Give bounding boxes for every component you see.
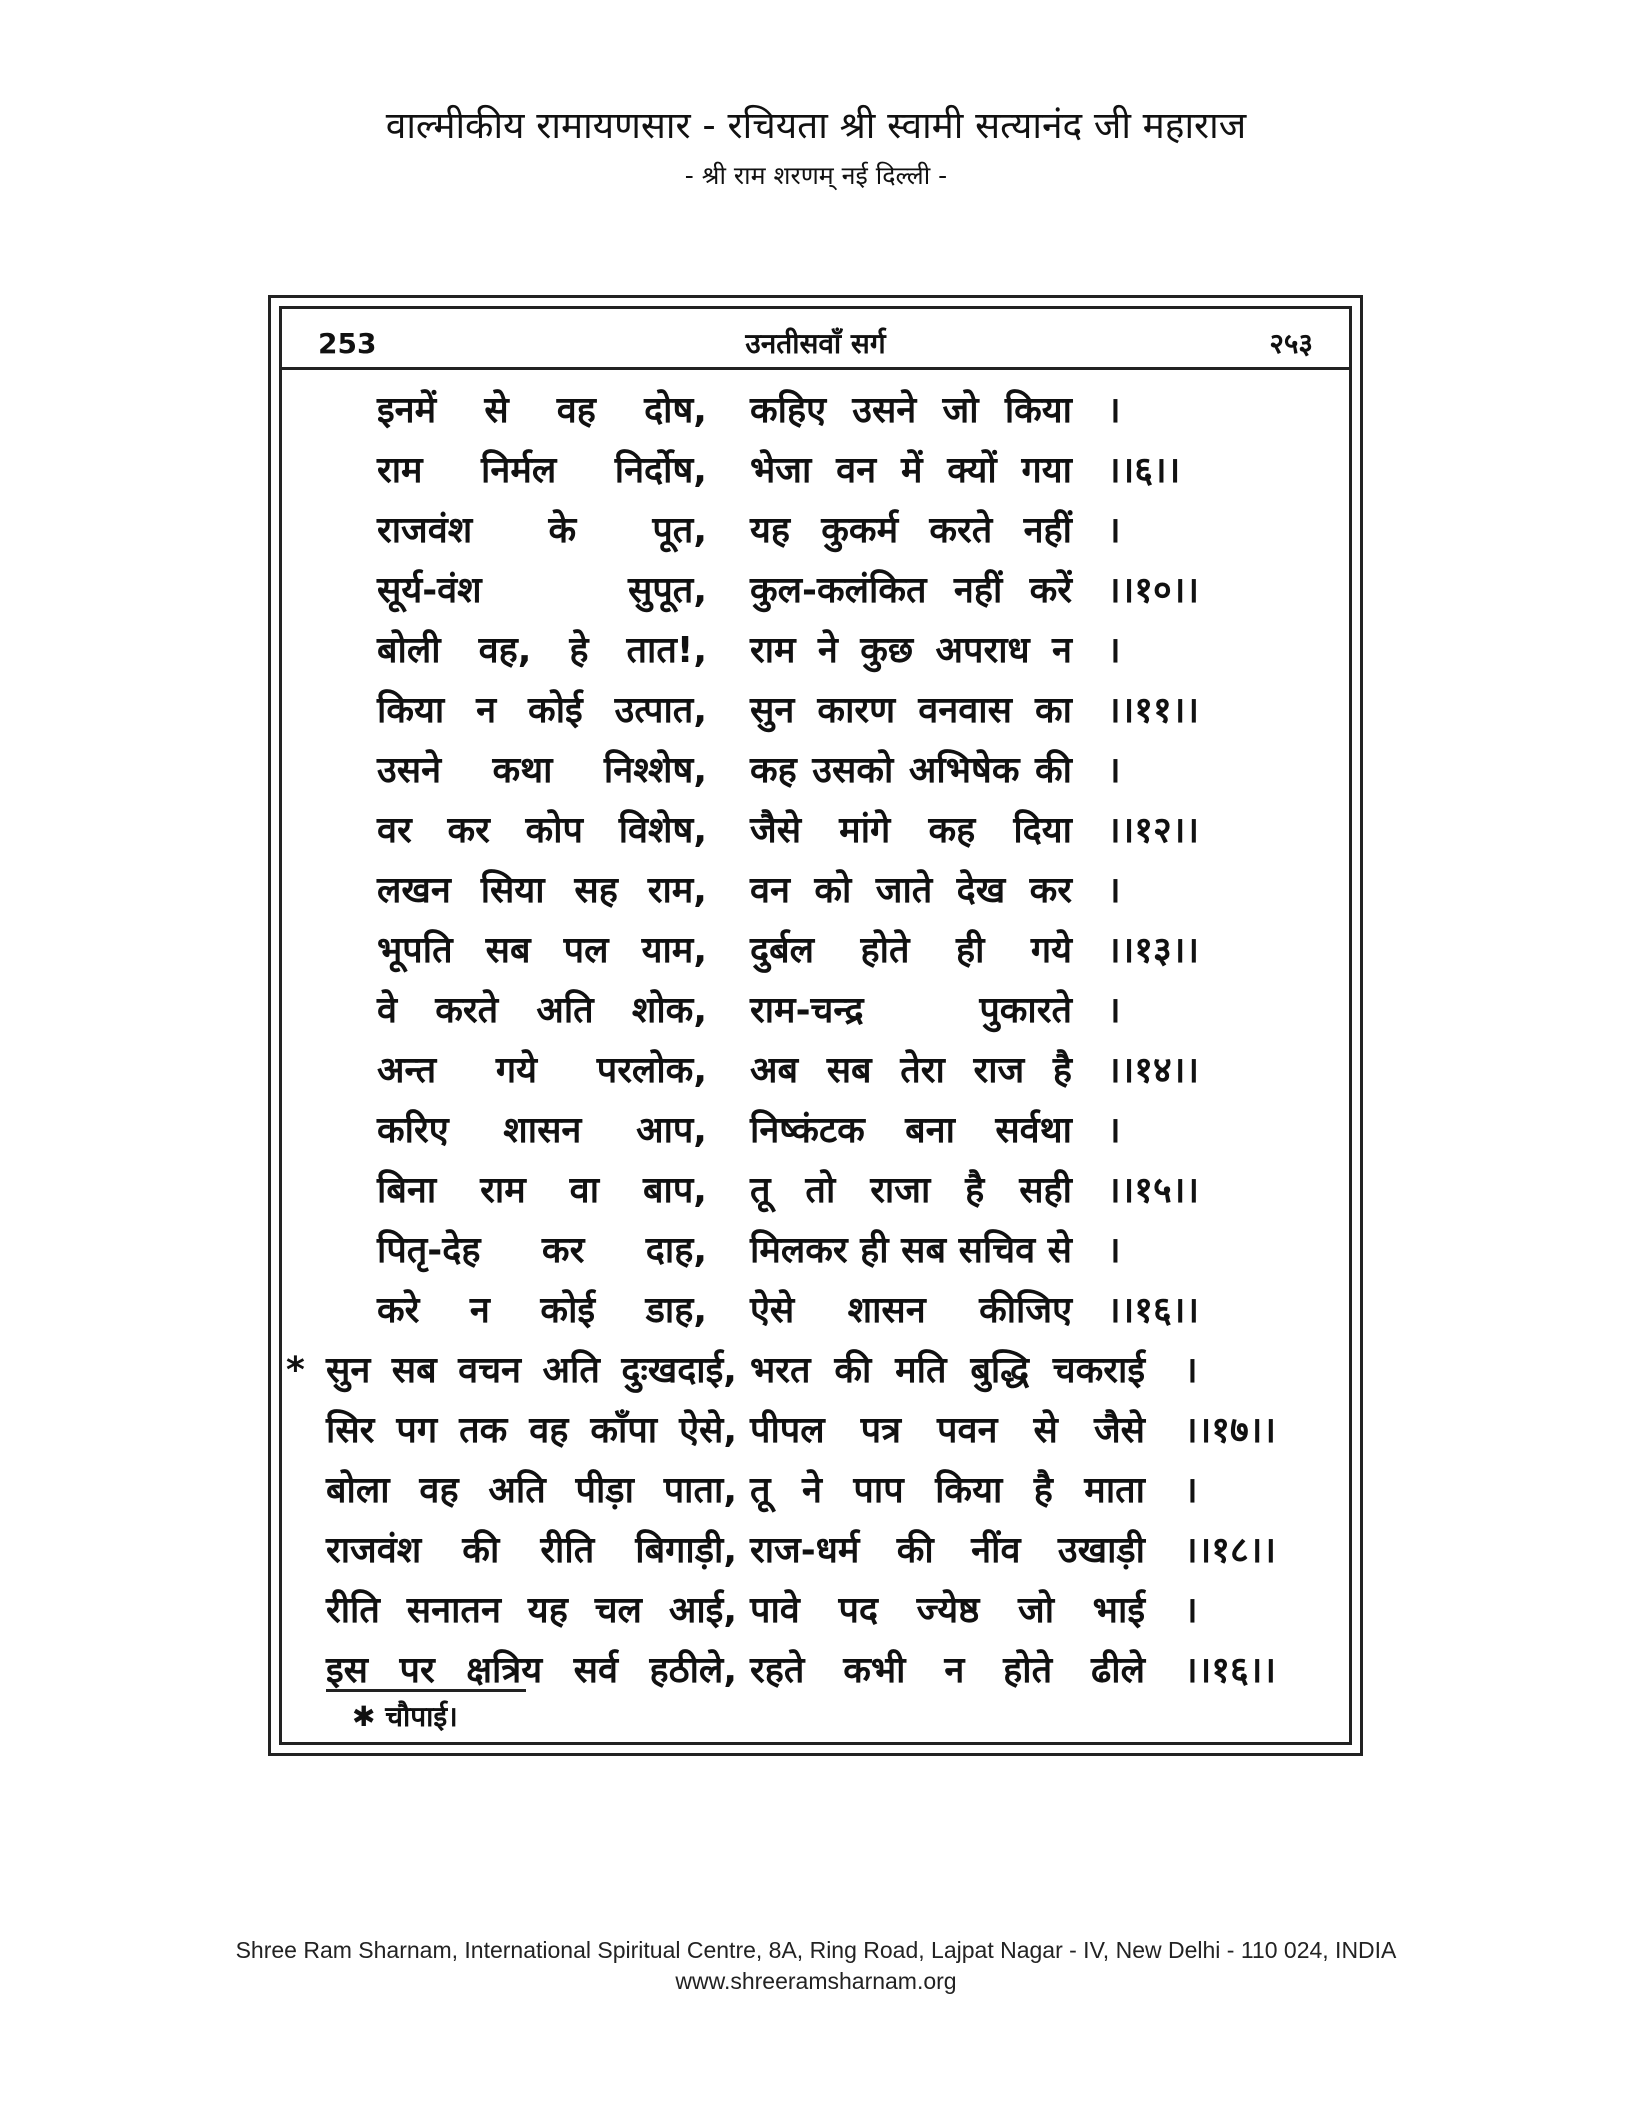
verse-line: [282, 501, 1349, 561]
verse-half: भरत की मति बुद्धि चकराई: [750, 1350, 1145, 1391]
page-footer: [0, 1935, 1632, 1997]
verse-half: राम निर्मल निर्दोष,: [377, 450, 707, 491]
verse-line: [282, 1641, 1349, 1701]
verse-number: ।: [1107, 750, 1121, 791]
verse-line: [282, 1041, 1349, 1101]
verse-half: बोली वह, हे तात!,: [377, 630, 707, 671]
verse-half: राज-धर्म की नींव उखाड़ी: [750, 1530, 1145, 1571]
verse-half: सूर्य-वंश सुपूत,: [377, 570, 707, 611]
verse-half: सुन कारण वनवास का: [750, 690, 1072, 731]
verse-half: दुर्बल होते ही गये: [750, 930, 1072, 971]
verse-number: ।।६।।: [1107, 450, 1181, 491]
verse-half: कह उसको अभिषेक की: [750, 750, 1072, 791]
verse-half: राम-चन्द्र पुकारते: [750, 990, 1072, 1031]
verse-line: [282, 1161, 1349, 1221]
page-number-devanagari: २५३: [1269, 327, 1313, 360]
verse-number: ।: [1107, 990, 1121, 1031]
verse-half: वर कर कोप विशेष,: [377, 810, 707, 851]
verse-number: ।।१६।।: [1107, 1290, 1200, 1331]
chapter-title: उनतीसवाँ सर्ग: [745, 327, 886, 360]
verse-half: राजवंश की रीति बिगाड़ी,: [326, 1530, 737, 1571]
verse-number: ।।१३।।: [1107, 930, 1200, 971]
verse-number: ।: [1107, 510, 1121, 551]
verse-number: ।: [1107, 390, 1121, 431]
verse-number: ।: [1107, 1230, 1121, 1271]
verse-line: [282, 1581, 1349, 1641]
verse-line: [282, 801, 1349, 861]
verse-half: मिलकर ही सब सचिव से: [750, 1230, 1072, 1271]
verse-line: [282, 561, 1349, 621]
verse-number: ।।१६।।: [1184, 1650, 1277, 1691]
verse-half: वन को जाते देख कर: [750, 870, 1072, 911]
verse-half: करे न कोई डाह,: [377, 1290, 707, 1331]
verse-half: यह कुकर्म करते नहीं: [750, 510, 1072, 551]
verse-half: बोला वह अति पीड़ा पाता,: [326, 1470, 737, 1511]
verse-block: [282, 381, 1349, 1701]
verse-number: ।।१४।।: [1107, 1050, 1200, 1091]
verse-number: ।।१५।।: [1107, 1170, 1200, 1211]
verse-line: [282, 1101, 1349, 1161]
verse-number: ।: [1107, 870, 1121, 911]
verse-half: अन्त गये परलोक,: [377, 1050, 707, 1091]
verse-half: सुन सब वचन अति दुःखदाई,: [326, 1350, 737, 1391]
footer-address: Shree Ram Sharnam, International Spiritual Centre, 8A, Ring Road, Lajpat Nagar - IV, New Delhi - 110 024, INDIA: [235, 1937, 1397, 1963]
verse-half: अब सब तेरा राज है: [750, 1050, 1072, 1091]
verse-line: [282, 621, 1349, 681]
verse-number: ।।१२।।: [1107, 810, 1200, 851]
verse-half: सिर पग तक वह काँपा ऐसे,: [326, 1410, 737, 1451]
verse-line: [282, 1401, 1349, 1461]
verse-half: पावे पद ज्येष्ठ जो भाई: [750, 1590, 1145, 1631]
verse-number: ।।१७।।: [1184, 1410, 1277, 1451]
verse-half: रीति सनातन यह चल आई,: [326, 1590, 737, 1631]
verse-number: ।।११।।: [1107, 690, 1200, 731]
verse-line: [282, 1461, 1349, 1521]
verse-line: [282, 681, 1349, 741]
verse-half: बिना राम वा बाप,: [377, 1170, 707, 1211]
footnote: ✱ चौपाई।: [352, 1700, 458, 1733]
verse-line: [282, 981, 1349, 1041]
verse-line: [282, 921, 1349, 981]
verse-half: पितृ-देह कर दाह,: [377, 1230, 707, 1271]
header-title: वाल्मीकीय रामायणसार - रचियता श्री स्वामी सत्यानंद जी महाराज: [385, 104, 1247, 147]
verse-half: तू तो राजा है सही: [750, 1170, 1072, 1211]
page-header: [0, 100, 1632, 196]
verse-half: तू ने पाप किया है माता: [750, 1470, 1145, 1511]
verse-number: ।: [1184, 1470, 1198, 1511]
page-number-latin: 253: [318, 327, 377, 360]
verse-half: पीपल पत्र पवन से जैसे: [750, 1410, 1145, 1451]
verse-number: ।।१०।।: [1107, 570, 1200, 611]
verse-half: किया न कोई उत्पात,: [377, 690, 707, 731]
verse-half: कुल-कलंकित नहीं करें: [750, 570, 1072, 611]
verse-line: [282, 441, 1349, 501]
verse-half: ऐसे शासन कीजिए: [750, 1290, 1072, 1331]
verse-half: कहिए उसने जो किया: [750, 390, 1072, 431]
verse-half: इस पर क्षत्रिय सर्व हठीले,: [326, 1650, 737, 1691]
verse-line: [282, 1521, 1349, 1581]
header-subtitle: - श्री राम शरणम् नई दिल्ली -: [684, 161, 948, 190]
running-head: [282, 321, 1349, 370]
verse-number: ।: [1184, 1590, 1198, 1631]
verse-half: भेजा वन में क्यों गया: [750, 450, 1072, 491]
verse-number: ।: [1107, 1110, 1121, 1151]
verse-number: ।: [1184, 1350, 1198, 1391]
verse-half: वे करते अति शोक,: [377, 990, 707, 1031]
verse-line: [282, 1341, 1349, 1401]
verse-half: भूपति सब पल याम,: [377, 930, 707, 971]
verse-number: ।: [1107, 630, 1121, 671]
page-frame-inner: [279, 306, 1352, 1745]
verse-half: रहते कभी न होते ढीले: [750, 1650, 1145, 1691]
verse-line: [282, 861, 1349, 921]
verse-half: राम ने कुछ अपराध न: [750, 630, 1072, 671]
verse-half: इनमें से वह दोष,: [377, 390, 707, 431]
footnote-rule: [326, 1689, 526, 1692]
verse-line: [282, 1281, 1349, 1341]
verse-half: जैसे मांगे कह दिया: [750, 810, 1072, 851]
footer-website: www.shreeramsharnam.org: [675, 1968, 957, 1994]
verse-half: करिए शासन आप,: [377, 1110, 707, 1151]
verse-half: उसने कथा निश्शेष,: [377, 750, 707, 791]
verse-half: राजवंश के पूत,: [377, 510, 707, 551]
verse-line: [282, 381, 1349, 441]
verse-half: लखन सिया सह राम,: [377, 870, 707, 911]
chaupai-marker: *: [286, 1350, 305, 1391]
verse-number: ।।१८।।: [1184, 1530, 1277, 1571]
page-frame-outer: [268, 295, 1363, 1756]
verse-line: [282, 1221, 1349, 1281]
verse-half: निष्कंटक बना सर्वथा: [750, 1110, 1072, 1151]
verse-line: [282, 741, 1349, 801]
